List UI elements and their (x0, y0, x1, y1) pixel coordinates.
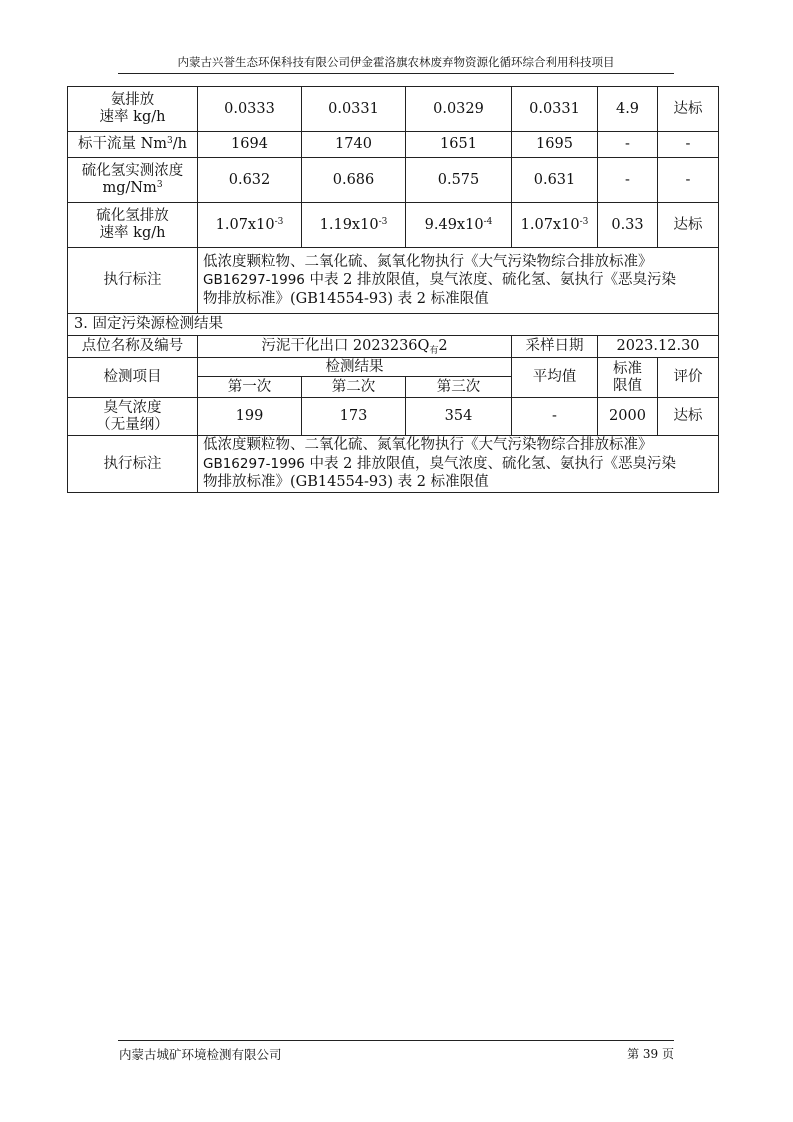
value-cell: $9.49x10^{-4}$ (406, 203, 512, 248)
result-header: 检测结果 (198, 358, 512, 377)
section-title-row (68, 314, 719, 336)
avg-header: 平均值 (512, 358, 598, 398)
note-text: 低浓度颗粒物、二氧化硫、氮氧化物执行《大气污染物综合排放标准》 GB16297-1996 中表 2 排放限值，臭气浓度、硫化氢、氨执行《恶臭污染 物排放标准》(GB14554-93) 表 2 标准限值 (198, 436, 719, 493)
note-row (68, 436, 719, 493)
row-label: 硫化氢排放 速率 kg/h (68, 203, 198, 248)
avg-cell: $1.07x10^{-3}$ (512, 203, 598, 248)
row-label: 硫化氢实测浓度 mg/Nm$^3$ (68, 158, 198, 203)
item-header: 检测项目 (68, 358, 198, 398)
value-cell: 173 (302, 398, 406, 436)
table-row (68, 87, 719, 132)
row-label: 氨排放 速率 kg/h (68, 87, 198, 132)
eval-cell: 达标 (658, 203, 719, 248)
fixed-source-table (67, 313, 719, 493)
limit-cell: 4.9 (598, 87, 658, 132)
value-cell: 0.575 (406, 158, 512, 203)
note-row (68, 248, 719, 314)
value-cell: 354 (406, 398, 512, 436)
value-cell: 1740 (302, 132, 406, 158)
section-title: 3. 固定污染源检测结果 (68, 314, 719, 336)
eval-header: 评价 (658, 358, 719, 398)
value-cell: 0.0331 (302, 87, 406, 132)
limit-cell: 2000 (598, 398, 658, 436)
second-header: 第二次 (302, 377, 406, 398)
eval-cell: - (658, 158, 719, 203)
table-row (68, 158, 719, 203)
value-cell: 199 (198, 398, 302, 436)
eval-cell: 达标 (658, 87, 719, 132)
note-label: 执行标注 (68, 248, 198, 314)
value-cell: 1651 (406, 132, 512, 158)
value-cell: $1.19x10^{-3}$ (302, 203, 406, 248)
date-label: 采样日期 (512, 336, 598, 358)
avg-cell: 0.0331 (512, 87, 598, 132)
footer-rule (118, 1040, 674, 1041)
third-header: 第三次 (406, 377, 512, 398)
eval-cell: - (658, 132, 719, 158)
footer-company: 内蒙古城矿环境检测有限公司 (119, 1047, 282, 1062)
limit-cell: - (598, 132, 658, 158)
point-value: 污泥干化出口 $2023236Q_有2$ (198, 336, 512, 358)
header-row (68, 358, 719, 377)
avg-cell: 1695 (512, 132, 598, 158)
note-text: 低浓度颗粒物、二氧化硫、氮氧化物执行《大气污染物综合排放标准》 GB16297-1996 中表 2 排放限值，臭气浓度、硫化氢、氨执行《恶臭污染 物排放标准》(GB14554-93) 表 2 标准限值 (198, 248, 719, 314)
row-label: 臭气浓度 （无量纲） (68, 398, 198, 436)
avg-cell: 0.631 (512, 158, 598, 203)
emission-table-continued (67, 86, 719, 314)
table-row (68, 398, 719, 436)
value-cell: 0.686 (302, 158, 406, 203)
value-cell: 1694 (198, 132, 302, 158)
limit-cell: 0.33 (598, 203, 658, 248)
value-cell: 0.632 (198, 158, 302, 203)
page-header: 内蒙古兴誉生态环保科技有限公司伊金霍洛旗农林废弃物资源化循环综合利用科技项目 (177, 55, 615, 69)
point-label: 点位名称及编号 (68, 336, 198, 358)
row-label: 标干流量 Nm$^3$/h (68, 132, 198, 158)
value-cell: 0.0333 (198, 87, 302, 132)
note-label: 执行标注 (68, 436, 198, 493)
value-cell: 0.0329 (406, 87, 512, 132)
point-row (68, 336, 719, 358)
page-number: 第 39 页 (627, 1047, 674, 1061)
limit-header: 标准 限值 (598, 358, 658, 398)
limit-cell: - (598, 158, 658, 203)
header-rule (118, 73, 674, 74)
table-row (68, 132, 719, 158)
eval-cell: 达标 (658, 398, 719, 436)
value-cell: $1.07x10^{-3}$ (198, 203, 302, 248)
avg-cell: - (512, 398, 598, 436)
date-value: 2023.12.30 (598, 336, 719, 358)
first-header: 第一次 (198, 377, 302, 398)
table-row (68, 203, 719, 248)
